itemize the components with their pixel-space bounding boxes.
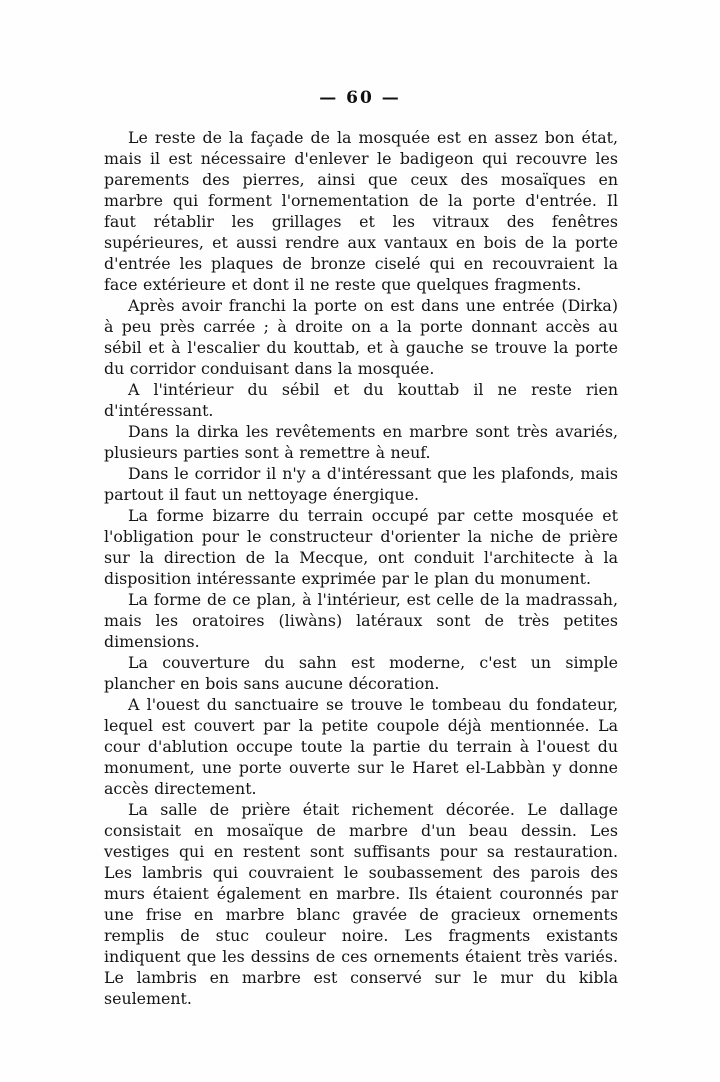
page-number: — 60 — [319,88,401,108]
paragraph-tombeau-fondateur: A l'ouest du sanctuaire se trouve le tombeau du fondateur, lequel est couvert par la petite coupole déjà mentionnée. La cour d'ablution occupe toute la partie du terrain à l'ouest du monument, une porte ouverte sur le Haret el-Labbàn y donne accès directement. [104,695,618,798]
paragraph-plan-madrassah: La forme de ce plan, à l'intérieur, est celle de la madrassah, mais les oratoires (liwàns) latéraux sont de très petites dimensions. [104,590,618,651]
paragraph-dirka-revetements: Dans la dirka les revêtements en marbre sont très avariés, plusieurs parties sont à remettre à neuf. [104,422,618,462]
paragraph-salle-priere: La salle de prière était richement décorée. Le dallage consistait en mosaïque de marbre d'un beau dessin. Les vestiges qui en restent sont suffisants pour sa restauration. Les lambris qui couvraient le soubassement des parois des murs étaient également en marbre. Ils étaient couronnés par une frise en marbre blanc gravée de gracieux ornements remplis de stuc couleur noire. Les fragments existants indiquent que les dessins de ces ornements étaient très variés. Le lambris en marbre est conservé sur le mur du kibla seulement. [104,800,618,1008]
paragraph-forme-terrain: La forme bizarre du terrain occupé par cette mosquée et l'obligation pour le constructeur d'orienter la niche de prière sur la direction de la Mecque, ont conduit l'architecte à la disposition intéressante exprimée par le plan du monument. [104,506,618,588]
body-text [104,127,618,1009]
paragraph-facade-state: Le reste de la façade de la mosquée est en assez bon état, mais il est nécessaire d'enlever le badigeon qui recouvre les parements des pierres, ainsi que ceux des mosaïques en marbre qui forment l'ornementation de la porte d'entrée. Il faut rétablir les grillages et les vitraux des fenêtres supérieures, et aussi rendre aux vantaux en bois de la porte d'entrée les plaques de bronze ciselé qui en recouvraient la face extérieure et dont il ne reste que quelques fragments. [104,128,618,294]
paragraph-interieur-sebil: A l'intérieur du sébil et du kouttab il ne reste rien d'intéressant. [104,380,618,420]
paragraph-corridor-plafonds: Dans le corridor il n'y a d'intéressant que les plafonds, mais partout il faut un nettoyage énergique. [104,464,618,504]
paragraph-couverture-sahn: La couverture du sahn est moderne, c'est un simple plancher en bois sans aucune décoration. [104,653,618,693]
paragraph-entree-dirka: Après avoir franchi la porte on est dans une entrée (Dirka) à peu près carrée ; à droite on a la porte donnant accès au sébil et à l'escalier du kouttab, et à gauche se trouve la porte du corridor conduisant dans la mosquée. [104,296,618,378]
